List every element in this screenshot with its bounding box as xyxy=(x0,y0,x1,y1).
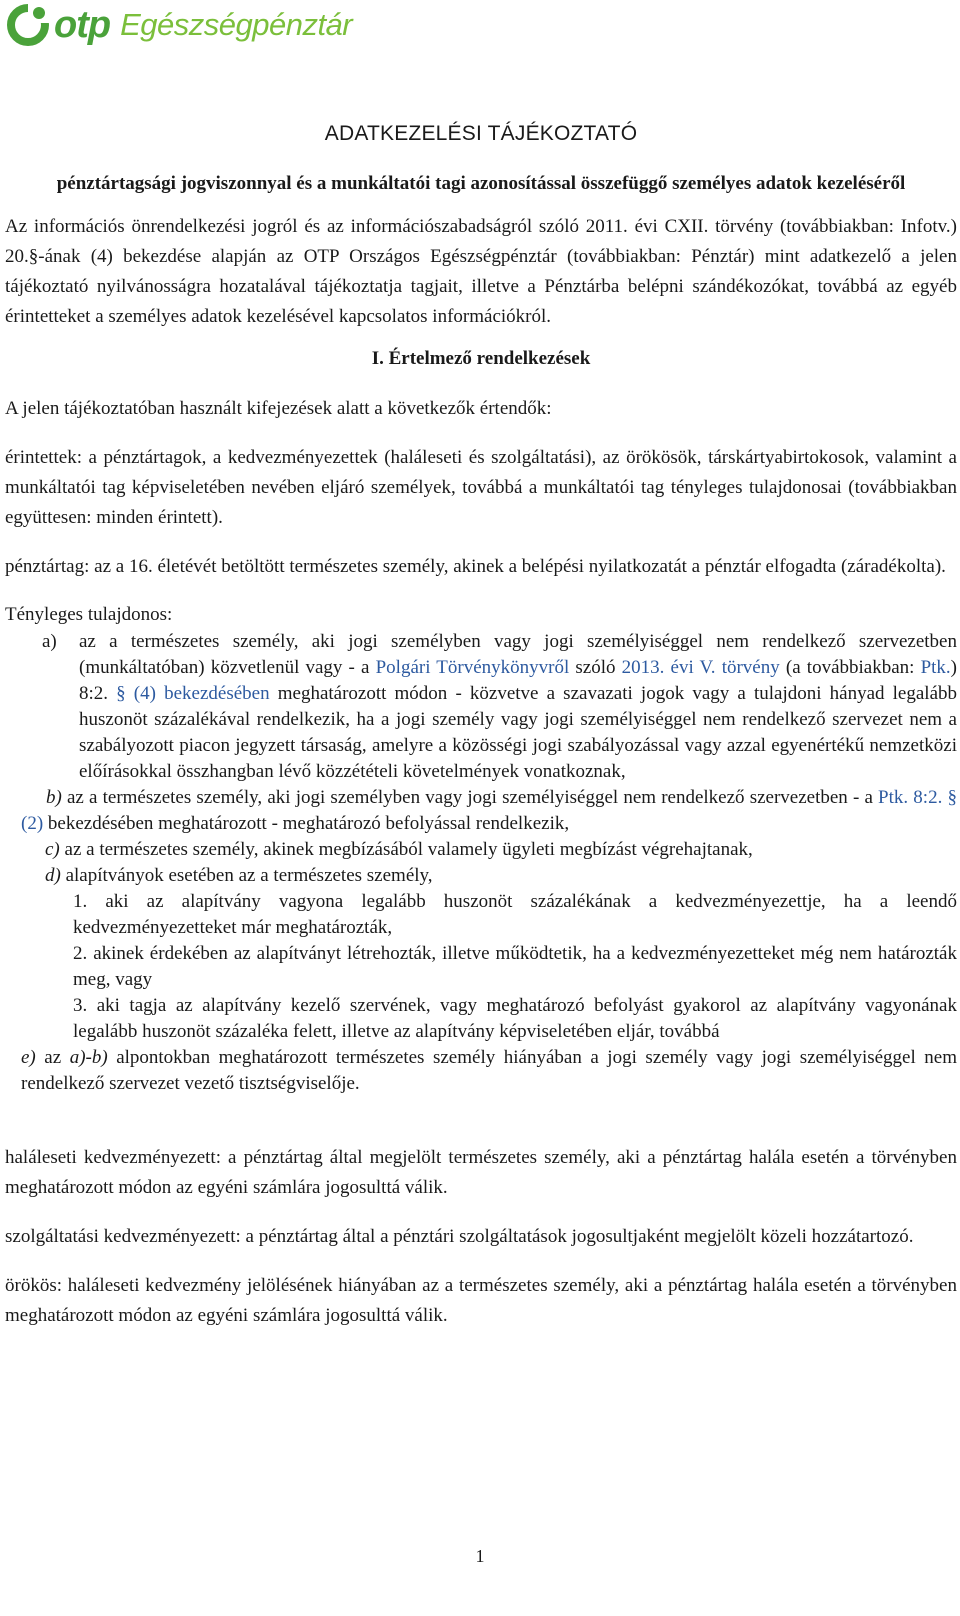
page-number: 1 xyxy=(475,1546,485,1566)
definition-tenyleges-title: Tényleges tulajdonos: xyxy=(5,604,173,625)
list-item-d1: 1. aki az alapítvány vagyona legalább huszonöt százalékának a kedvezményezettje, ha a leendő kedvezményezetteket már meghatározták, xyxy=(73,891,957,938)
definition-penztartag: pénztártag: az a 16. életévét betöltött természetes személy, akinek a belépési nyilatkozatát a pénztár elfogadta (záradékolta). xyxy=(5,556,946,577)
list-label-d: d) xyxy=(45,865,61,886)
definition-halaleseti: haláleseti kedvezményezett: a pénztártag által megjelölt természetes személy, aki a pénztártag halála esetén a törvényben meghatározott módon az egyéni számlára jogosulttá válik. xyxy=(5,1147,957,1198)
list-item-d3: 3. aki tagja az alapítvány kezelő szervének, vagy meghatározó befolyást gyakorol az alapítvány vagyonának legalább huszonöt százaléka felett, illetve az alapítvány képviseletében eljár, továbbá xyxy=(73,995,957,1042)
definition-orokos: örökös: haláleseti kedvezmény jelölésének hiányában az a természetes személy, aki a pénztártag halála esetén a törvényben meghatározott módon az egyéni számlára jogosulttá válik. xyxy=(5,1275,957,1326)
list-item-d2: 2. akinek érdekében az alapítványt létrehozták, illetve működtetik, ha a kedvezményezetteket még nem határozták meg, vagy xyxy=(73,943,957,990)
list-label-e: e) xyxy=(21,1047,36,1068)
logo-brand: Egészségpénztár xyxy=(120,7,353,42)
otp-logo xyxy=(6,2,352,48)
logo-word: otp xyxy=(54,3,111,46)
list-item-a xyxy=(42,629,957,785)
document-title: ADATKEZELÉSI TÁJÉKOZTATÓ xyxy=(324,122,638,145)
section-title: I. Értelmező rendelkezések xyxy=(371,348,591,369)
list-item-b: b) az a természetes személy, aki jogi személyben vagy jogi személyiséggel nem rendelkező szervezetben - a Ptk. 8:2. § (2) bekezdésében meghatározott - meghatározó befolyással rendelkezik, xyxy=(21,787,957,834)
list-label-c: c) xyxy=(45,839,60,860)
list-item-d: d) alapítványok esetében az a természetes személy, xyxy=(45,865,433,886)
list-ref-ab: a)-b) xyxy=(69,1047,108,1068)
link-2013-evi-v[interactable]: 2013. évi V. törvény xyxy=(621,657,780,678)
link-ptk-abbr[interactable]: Ptk. xyxy=(920,657,951,678)
otp-logo-icon xyxy=(6,3,50,47)
list-label-b: b) xyxy=(46,787,62,808)
list-item-c: c) az a természetes személy, akinek megbízásából valamely ügyleti megbízást végrehajtanak, xyxy=(45,839,753,860)
list-label-a: a) xyxy=(42,631,57,652)
section-lead: A jelen tájékoztatóban használt kifejezések alatt a következők értendők: xyxy=(5,398,552,419)
definition-szolgaltatasi: szolgáltatási kedvezményezett: a pénztártag által a pénztári szolgáltatások jogosultjaként megjelölt közeli hozzátartozó. xyxy=(5,1226,914,1247)
document-content xyxy=(5,122,957,1331)
list-item-e: e) az a)-b) alpontokban meghatározott természetes személy hiányában a jogi személy vagy jogi személyiséggel nem rendelkező szervezet vezető tisztségviselője. xyxy=(21,1047,957,1094)
link-bekezdes-4[interactable]: § (4) bekezdésében xyxy=(116,683,270,704)
link-ptk[interactable]: Polgári Törvénykönyvről xyxy=(375,657,570,678)
intro-paragraph: Az információs önrendelkezési jogról és az információszabadságról szóló 2011. évi CXII. törvény (továbbiakban: Infotv.) 20.§-ának (4) bekezdése alapján az OTP Országos Egészségpénztár (továbbiakban: Pénztár) mint adatkezelő a jelen tájékoztató nyilvánosságra hozatalával tájékoztatja tagjait, illetve a Pénztárba belépni szándékozókat, továbbá az egyéb érintetteket a személyes adatok kezelésével kapcsolatos információkról. xyxy=(5,216,957,327)
link-ptk-8-2-2[interactable]: Ptk. 8:2. § (2) xyxy=(21,787,957,834)
document-subtitle: pénztártagsági jogviszonnyal és a munkáltatói tagi azonosítással összefüggő személyes adatok kezeléséről xyxy=(56,173,906,194)
definition-erintettek: érintettek: a pénztártagok, a kedvezményezettek (haláleseti és szolgáltatási), az örökösök, társkártyabirtokosok, valamint a munkáltatói tag képviseletében nevében eljáró személyek, továbbá a munkáltatói tag tényleges tulajdonosai (továbbiakban együttesen: minden érintett). xyxy=(5,447,957,528)
list-text-a: az a természetes személy, aki jogi személyben vagy jogi személyiséggel nem rendelkező szervezetben (munkáltatóban) közvetlenül vagy - a Polgári Törvénykönyvről szóló 2013. évi V. törvény (a továbbiakban: Ptk.) 8:2. § (4) bekezdésében meghatározott módon - közvetve a szavazati jogok vagy a tulajdoni hányad legalább huszonöt százalékával rendelkezik, ha a jogi személy vagy jogi személyiséggel nem rendelkező szervezet nem a szabályozott piacon jegyzett társaság, amelyre a közösségi jogi szabályozással vagy azzal egyenértékű nemzetközi előírásokkal összhangban lévő közzétételi követelmények vonatkoznak, xyxy=(79,631,958,782)
